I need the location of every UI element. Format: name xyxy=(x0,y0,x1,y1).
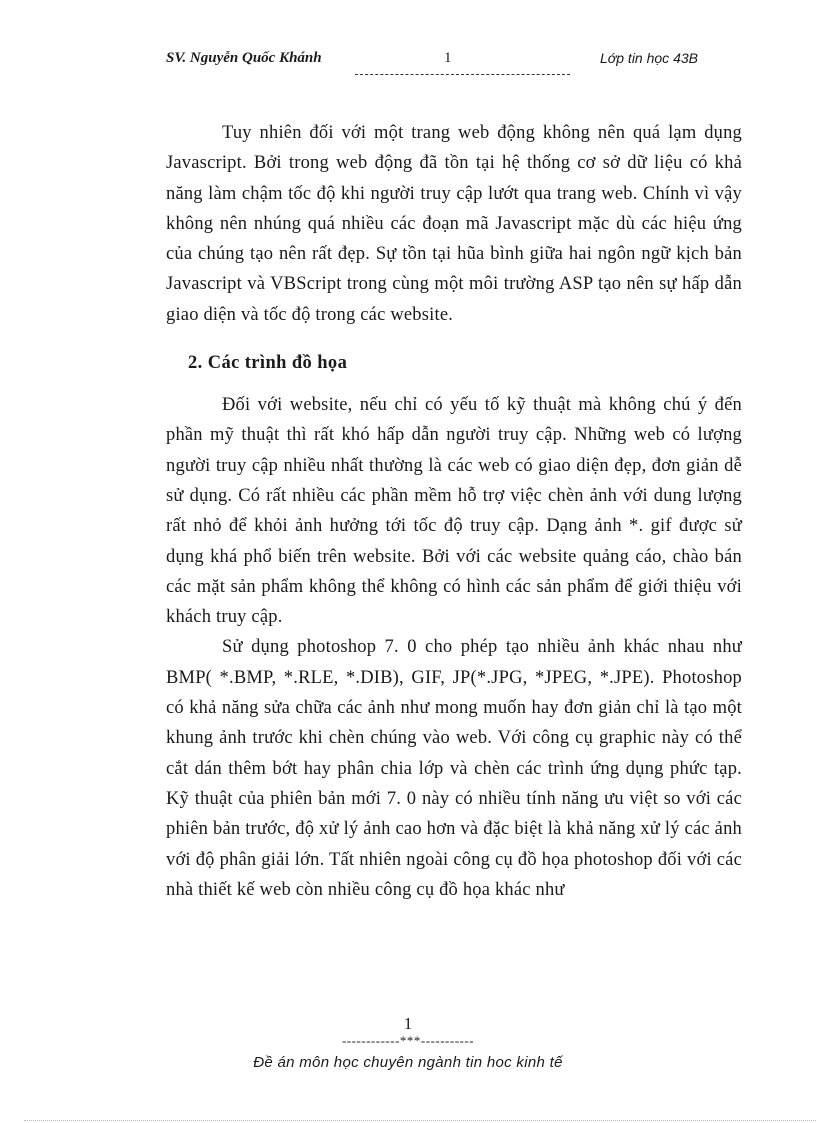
header-class-name: Lớp tin học 43B xyxy=(600,50,698,66)
paragraph: Đối với website, nếu chỉ có yếu tố kỹ thuật mà không chú ý đến phần mỹ thuật thì rất khó hấp dẫn người truy cập. Những web có lượng người truy cập nhiều nhất thường là các web có giao diện đẹp, đơn giản dễ sử dụng. Có rất nhiều các phần mềm hỗ trợ việc chèn ảnh với dung lượng rất nhỏ để khỏi ảnh hưởng tới tốc độ truy cập. Dạng ảnh *. gif được sử dụng khá phổ biến trên website. Bởi với các website quảng cáo, chào bán các mặt sản phẩm không thể không có hình các sản phẩm để giới thiệu với khách truy cập. xyxy=(166,395,742,628)
paragraph: Sử dụng photoshop 7. 0 cho phép tạo nhiều ảnh khác nhau như BMP( *.BMP, *.RLE, *.DIB), GIF, JP(*.JPG, *JPEG, *.JPE). Photoshop có khả năng sửa chữa các ảnh như mong muốn hay đơn giản chỉ là tạo một khung ảnh trước khi chèn chúng vào web. Với công cụ graphic này có thể cắt dán thêm bớt hay phân chia lớp và chèn các trình ứng dụng phức tạp. Kỹ thuật của phiên bản mới 7. 0 này có nhiều tính năng ưu việt so với các phiên bản trước, độ xử lý ảnh cao hơn và đặc biệt là khả năng xử lý các ảnh với độ phân giải lớn. Tất nhiên ngoài công cụ đồ họa photoshop đối với các nhà thiết kế web còn nhiều công cụ đồ họa khác như xyxy=(166,637,742,900)
footer-title: Đề án môn học chuyên ngành tin hoc kinh tế xyxy=(253,1054,563,1071)
paragraph: Tuy nhiên đối với một trang web động không nên quá lạm dụng Javascript. Bởi trong web động đã tồn tại hệ thống cơ sở dữ liệu có khả năng làm chậm tốc độ khi người truy cập lướt qua trang web. Chính vì vậy không nên nhúng quá nhiều các đoạn mã Javascript mặc dù các hiệu ứng của chúng tạo nên rất đẹp. Sự tồn tại hũa bình giữa hai ngôn ngữ kịch bản Javascript và VBScript trong cùng một môi trường ASP tạo nên sự hấp dẫn giao diện và tốc độ trong các website. xyxy=(166,123,742,325)
footer-separator: ------------***----------- xyxy=(341,1033,475,1048)
page-header xyxy=(0,50,816,74)
page-bottom-edge xyxy=(24,1120,816,1121)
page-footer xyxy=(0,1014,816,1074)
footer-page-number: 1 xyxy=(403,1014,413,1033)
section-heading: 2. Các trình đồ họa xyxy=(188,353,348,374)
header-author: SV. Nguyễn Quốc Khánh xyxy=(166,50,322,66)
header-divider xyxy=(355,74,570,75)
header-page-number: 1 xyxy=(444,50,452,66)
document-body xyxy=(166,118,742,905)
